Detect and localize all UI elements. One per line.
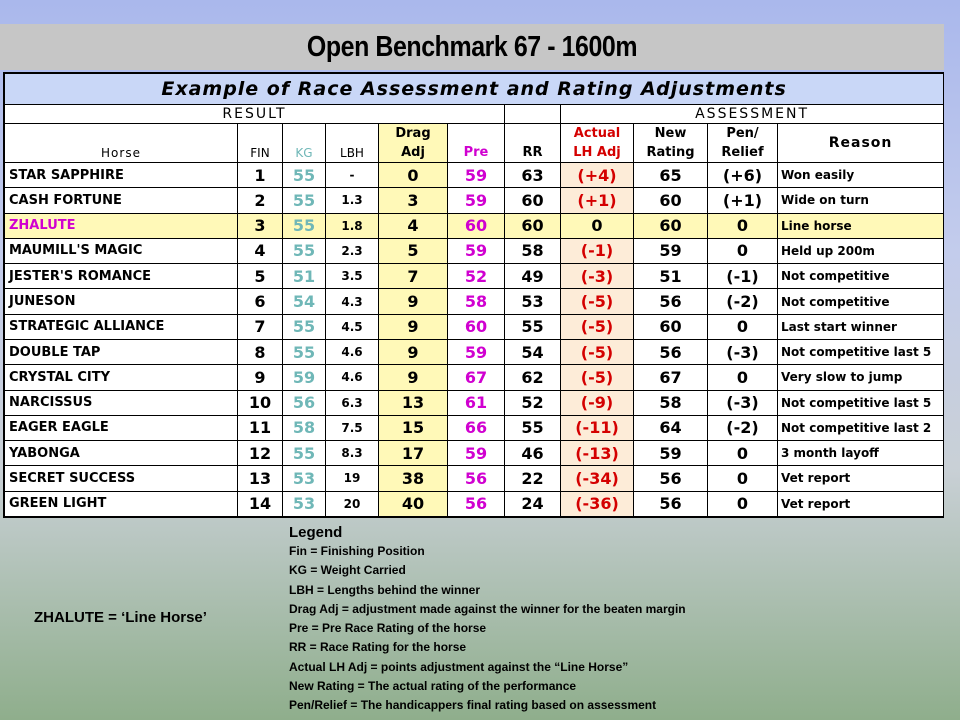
cell-reason: Not competitive last 5 (778, 390, 944, 415)
cell-rr: 22 (505, 466, 561, 491)
cell-fin: 8 (238, 339, 283, 364)
cell-pre: 60 (448, 213, 505, 238)
cell-lbh: 4.5 (326, 314, 379, 339)
cell-pen-relief: 0 (708, 466, 778, 491)
cell-drag-adj: 9 (379, 365, 448, 390)
cell-drag-adj: 9 (379, 289, 448, 314)
cell-actual-lh-adj: (-11) (561, 415, 634, 440)
cell-fin: 9 (238, 365, 283, 390)
cell-horse: SECRET SUCCESS (5, 466, 238, 491)
line-horse-note: ZHALUTE = ‘Line Horse’ (34, 609, 207, 626)
cell-drag-adj: 9 (379, 339, 448, 364)
cell-pre: 67 (448, 365, 505, 390)
cell-new-rating: 51 (634, 264, 708, 289)
cell-kg: 55 (283, 188, 326, 213)
cell-horse: CASH FORTUNE (5, 188, 238, 213)
cell-actual-lh-adj: (-1) (561, 238, 634, 263)
cell-new-rating: 65 (634, 162, 708, 187)
col-reason: Reason (778, 123, 944, 162)
cell-rr: 49 (505, 264, 561, 289)
cell-fin: 5 (238, 264, 283, 289)
col-new-line2: Rating (634, 143, 708, 162)
cell-new-rating: 59 (634, 238, 708, 263)
table-row (5, 415, 944, 440)
table-row (5, 264, 944, 289)
cell-drag-adj: 13 (379, 390, 448, 415)
cell-rr: 62 (505, 365, 561, 390)
cell-drag-adj: 38 (379, 466, 448, 491)
cell-pen-relief: 0 (708, 213, 778, 238)
cell-pre: 61 (448, 390, 505, 415)
cell-horse: YABONGA (5, 441, 238, 466)
cell-pen-relief: 0 (708, 441, 778, 466)
cell-kg: 55 (283, 162, 326, 187)
cell-horse: JESTER'S ROMANCE (5, 264, 238, 289)
cell-reason: Not competitive (778, 264, 944, 289)
cell-pen-relief: (-3) (708, 339, 778, 364)
cell-kg: 55 (283, 238, 326, 263)
cell-new-rating: 56 (634, 289, 708, 314)
table-row (5, 365, 944, 390)
cell-pen-relief: 0 (708, 238, 778, 263)
cell-pen-relief: 0 (708, 491, 778, 516)
cell-rr: 52 (505, 390, 561, 415)
legend-lines (289, 542, 686, 716)
cell-fin: 11 (238, 415, 283, 440)
cell-kg: 51 (283, 264, 326, 289)
cell-fin: 6 (238, 289, 283, 314)
cell-new-rating: 60 (634, 314, 708, 339)
cell-horse: CRYSTAL CITY (5, 365, 238, 390)
cell-lbh: 19 (326, 466, 379, 491)
cell-pen-relief: (-2) (708, 289, 778, 314)
cell-rr: 24 (505, 491, 561, 516)
cell-lbh: 4.6 (326, 365, 379, 390)
cell-lbh: 7.5 (326, 415, 379, 440)
cell-fin: 3 (238, 213, 283, 238)
table-row (5, 441, 944, 466)
cell-actual-lh-adj: (-36) (561, 491, 634, 516)
table-row (5, 162, 944, 187)
cell-pre: 59 (448, 162, 505, 187)
cell-kg: 56 (283, 390, 326, 415)
cell-actual-lh-adj: (-9) (561, 390, 634, 415)
cell-rr: 63 (505, 162, 561, 187)
cell-drag-adj: 3 (379, 188, 448, 213)
cell-drag-adj: 40 (379, 491, 448, 516)
cell-lbh: 4.6 (326, 339, 379, 364)
col-pen-line2: Relief (708, 143, 778, 162)
cell-kg: 55 (283, 314, 326, 339)
cell-new-rating: 60 (634, 213, 708, 238)
cell-reason: Vet report (778, 491, 944, 516)
table-row (5, 466, 944, 491)
cell-reason: 3 month layoff (778, 441, 944, 466)
page-title: Open Benchmark 67 - 1600m (306, 31, 638, 63)
cell-kg: 55 (283, 441, 326, 466)
col-rr: RR (505, 143, 561, 162)
cell-pre: 59 (448, 188, 505, 213)
col-actual-line1: Actual (561, 123, 634, 143)
assessment-table (4, 73, 944, 517)
cell-rr: 60 (505, 213, 561, 238)
cell-actual-lh-adj: (+1) (561, 188, 634, 213)
legend-line: Pen/Relief = The handicappers final rating based on assessment (289, 698, 657, 713)
cell-actual-lh-adj: (+4) (561, 162, 634, 187)
header-spacer (283, 123, 326, 143)
cell-new-rating: 56 (634, 339, 708, 364)
table-row (5, 390, 944, 415)
legend-line: New Rating = The actual rating of the performance (289, 679, 577, 694)
table-row (5, 491, 944, 516)
col-kg: KG (283, 143, 326, 162)
cell-lbh: 1.3 (326, 188, 379, 213)
cell-pen-relief: (-2) (708, 415, 778, 440)
result-group-header: RESULT (5, 105, 505, 123)
legend-line: Drag Adj = adjustment made against the winner for the beaten margin (289, 601, 686, 616)
cell-horse: JUNESON (5, 289, 238, 314)
col-fin: FIN (238, 143, 283, 162)
table-row (5, 188, 944, 213)
col-pre: Pre (448, 143, 505, 162)
cell-fin: 10 (238, 390, 283, 415)
cell-kg: 55 (283, 213, 326, 238)
assessment-group-header: ASSESSMENT (561, 105, 944, 123)
cell-rr: 55 (505, 415, 561, 440)
cell-actual-lh-adj: (-5) (561, 339, 634, 364)
cell-pre: 59 (448, 339, 505, 364)
cell-rr: 53 (505, 289, 561, 314)
group-spacer (505, 105, 561, 123)
cell-actual-lh-adj: (-5) (561, 365, 634, 390)
cell-pre: 60 (448, 314, 505, 339)
cell-actual-lh-adj: (-5) (561, 289, 634, 314)
cell-actual-lh-adj: (-34) (561, 466, 634, 491)
cell-rr: 60 (505, 188, 561, 213)
cell-fin: 4 (238, 238, 283, 263)
cell-kg: 55 (283, 339, 326, 364)
cell-pre: 59 (448, 441, 505, 466)
legend-title: Legend (289, 524, 343, 541)
cell-fin: 13 (238, 466, 283, 491)
cell-reason: Vet report (778, 466, 944, 491)
cell-rr: 58 (505, 238, 561, 263)
cell-fin: 12 (238, 441, 283, 466)
cell-rr: 54 (505, 339, 561, 364)
cell-pre: 59 (448, 238, 505, 263)
cell-actual-lh-adj: (-13) (561, 441, 634, 466)
cell-kg: 53 (283, 466, 326, 491)
cell-pen-relief: 0 (708, 314, 778, 339)
cell-drag-adj: 4 (379, 213, 448, 238)
cell-new-rating: 56 (634, 466, 708, 491)
table-row (5, 238, 944, 263)
legend (289, 524, 686, 716)
assessment-table-container (3, 72, 944, 518)
col-drag-line1: Drag (379, 123, 448, 143)
cell-pre: 66 (448, 415, 505, 440)
cell-pre: 56 (448, 491, 505, 516)
cell-fin: 1 (238, 162, 283, 187)
table-row (5, 289, 944, 314)
cell-drag-adj: 15 (379, 415, 448, 440)
col-pen-line1: Pen/ (708, 123, 778, 143)
cell-pen-relief: (-1) (708, 264, 778, 289)
header-spacer (238, 123, 283, 143)
cell-reason: Not competitive (778, 289, 944, 314)
cell-drag-adj: 5 (379, 238, 448, 263)
cell-fin: 14 (238, 491, 283, 516)
legend-line: Actual LH Adj = points adjustment against the “Line Horse” (289, 659, 629, 674)
cell-lbh: 6.3 (326, 390, 379, 415)
legend-line: Fin = Finishing Position (289, 544, 425, 558)
cell-horse: STAR SAPPHIRE (5, 162, 238, 187)
cell-horse: DOUBLE TAP (5, 339, 238, 364)
cell-horse: ZHALUTE (5, 213, 238, 238)
cell-reason: Held up 200m (778, 238, 944, 263)
cell-new-rating: 59 (634, 441, 708, 466)
cell-lbh: 4.3 (326, 289, 379, 314)
legend-line: Pre = Pre Race Rating of the horse (289, 621, 487, 636)
cell-new-rating: 56 (634, 491, 708, 516)
cell-fin: 7 (238, 314, 283, 339)
cell-pre: 52 (448, 264, 505, 289)
col-actual-line2: LH Adj (561, 143, 634, 162)
header-spacer (326, 123, 379, 143)
cell-lbh: 2.3 (326, 238, 379, 263)
table-row (5, 339, 944, 364)
cell-kg: 59 (283, 365, 326, 390)
cell-new-rating: 67 (634, 365, 708, 390)
cell-pen-relief: (-3) (708, 390, 778, 415)
header-spacer (5, 123, 238, 143)
cell-pre: 56 (448, 466, 505, 491)
cell-rr: 46 (505, 441, 561, 466)
cell-actual-lh-adj: (-5) (561, 314, 634, 339)
cell-actual-lh-adj: (-3) (561, 264, 634, 289)
cell-horse: NARCISSUS (5, 390, 238, 415)
legend-line: LBH = Lengths behind the winner (289, 582, 481, 597)
cell-reason: Not competitive last 5 (778, 339, 944, 364)
cell-new-rating: 60 (634, 188, 708, 213)
cell-horse: STRATEGIC ALLIANCE (5, 314, 238, 339)
cell-lbh: 20 (326, 491, 379, 516)
cell-rr: 55 (505, 314, 561, 339)
cell-reason: Line horse (778, 213, 944, 238)
cell-reason: Wide on turn (778, 188, 944, 213)
cell-drag-adj: 17 (379, 441, 448, 466)
cell-horse: GREEN LIGHT (5, 491, 238, 516)
col-new-line1: New (634, 123, 708, 143)
cell-fin: 2 (238, 188, 283, 213)
cell-pen-relief: (+1) (708, 188, 778, 213)
table-row (5, 213, 944, 238)
cell-lbh: 1.8 (326, 213, 379, 238)
cell-pen-relief: (+6) (708, 162, 778, 187)
cell-drag-adj: 0 (379, 162, 448, 187)
table-row (5, 314, 944, 339)
table-heading: Example of Race Assessment and Rating Adjustments (5, 74, 944, 105)
cell-reason: Very slow to jump (778, 365, 944, 390)
cell-pen-relief: 0 (708, 365, 778, 390)
cell-reason: Not competitive last 2 (778, 415, 944, 440)
cell-kg: 54 (283, 289, 326, 314)
cell-new-rating: 64 (634, 415, 708, 440)
cell-kg: 53 (283, 491, 326, 516)
cell-horse: MAUMILL'S MAGIC (5, 238, 238, 263)
cell-reason: Last start winner (778, 314, 944, 339)
cell-lbh: 3.5 (326, 264, 379, 289)
cell-lbh: - (326, 162, 379, 187)
cell-kg: 58 (283, 415, 326, 440)
cell-actual-lh-adj: 0 (561, 213, 634, 238)
col-drag-line2: Adj (379, 143, 448, 162)
col-horse: Horse (5, 143, 238, 162)
header-spacer (505, 123, 561, 143)
cell-horse: EAGER EAGLE (5, 415, 238, 440)
cell-pre: 58 (448, 289, 505, 314)
cell-lbh: 8.3 (326, 441, 379, 466)
header-spacer (448, 123, 505, 143)
col-lbh: LBH (326, 143, 379, 162)
cell-drag-adj: 7 (379, 264, 448, 289)
cell-drag-adj: 9 (379, 314, 448, 339)
cell-reason: Won easily (778, 162, 944, 187)
legend-line: RR = Race Rating for the horse (289, 640, 467, 655)
cell-new-rating: 58 (634, 390, 708, 415)
legend-line: KG = Weight Carried (289, 563, 406, 578)
